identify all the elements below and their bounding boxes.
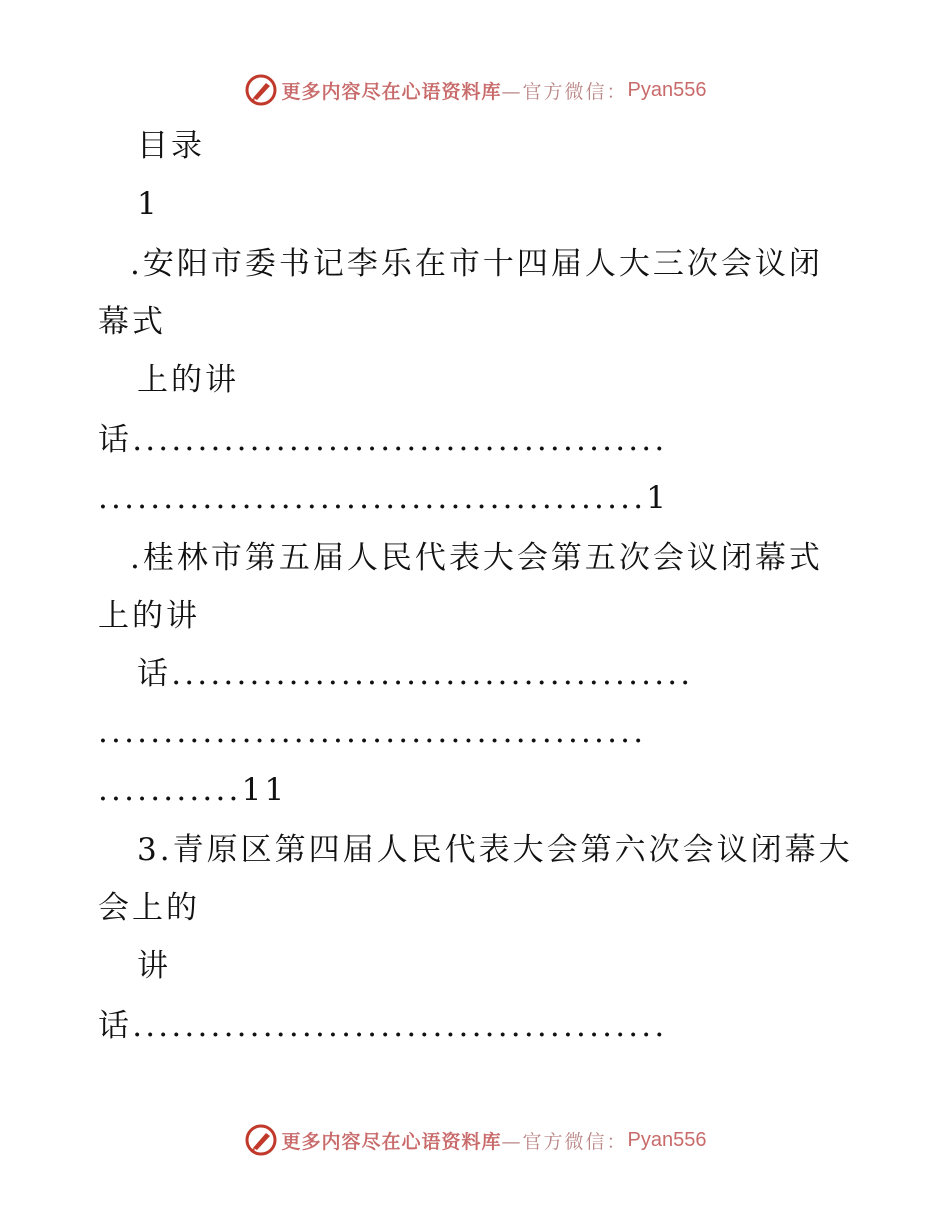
toc-entry-3-title-cont: 会上的: [98, 890, 200, 926]
toc-entry-2-title: .桂林市第五届人民代表大会第五次会议闭幕式: [130, 540, 823, 576]
toc-entry-1-leader: 话.........................................: [98, 422, 668, 458]
toc-entry-1-subtitle: 上的讲: [137, 362, 239, 398]
toc-entry-2-leader: 话........................................: [137, 656, 694, 692]
watermark-separator: —官方微信：: [501, 80, 628, 103]
toc-heading: 目录: [137, 128, 205, 164]
toc-entry-2-leader-cont: ..........................................: [98, 714, 647, 750]
watermark-brand: 更多内容尽在心语资料库: [281, 80, 502, 103]
watermark-banner-bottom: [0, 1120, 950, 1160]
toc-entry-2-subtitle: 上的讲: [98, 598, 200, 634]
toc-entry-2-page: ...........11: [98, 772, 288, 808]
toc-entry-3-title: 3.青原区第四届人民代表大会第六次会议闭幕大: [137, 832, 853, 868]
watermark-banner-top: [0, 70, 950, 110]
toc-entry-3-leader: 话.........................................: [98, 1008, 668, 1044]
toc-entry-1-title-cont: 幕式: [98, 304, 166, 340]
toc-entry-3-subtitle: 讲: [137, 948, 171, 984]
pen-logo-icon: [244, 1123, 278, 1157]
watermark-brand: 更多内容尽在心语资料库: [281, 1130, 502, 1153]
watermark-wechat: Pyan556: [627, 1128, 707, 1151]
toc-entry-1-title: .安阳市委书记李乐在市十四届人大三次会议闭: [130, 246, 823, 282]
toc-number: 1: [137, 186, 157, 222]
watermark-separator: —官方微信：: [501, 1130, 628, 1153]
pen-logo-icon: [244, 73, 278, 107]
toc-entry-1-page: ..........................................1: [98, 480, 670, 516]
watermark-wechat: Pyan556: [627, 78, 707, 101]
